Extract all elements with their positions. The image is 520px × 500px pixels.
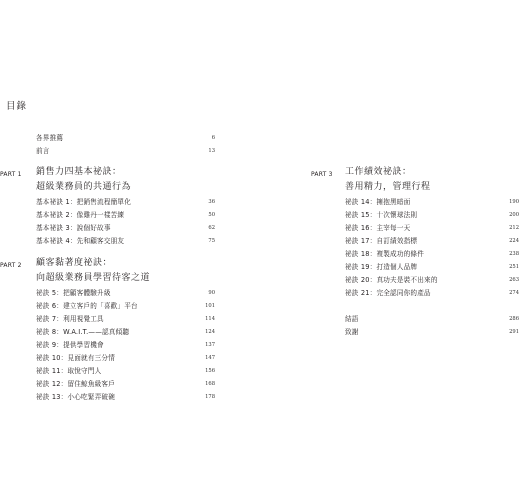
toc-entry-page: 200 — [509, 212, 519, 218]
toc-entry[interactable] — [311, 248, 519, 260]
toc-entry-title: 前言 — [36, 147, 50, 155]
toc-entry[interactable] — [0, 235, 215, 247]
toc-entry-title: 祕訣 6：建立客戶的「喜歡」平台 — [36, 302, 138, 310]
toc-entry-title: 祕訣 13：小心吃緊弄破碗 — [36, 393, 116, 401]
toc-entry-page: 147 — [205, 355, 215, 361]
toc-entry-page: 13 — [208, 148, 215, 154]
part-title-line: 工作績效祕訣： — [345, 167, 412, 177]
toc-entry-page: 212 — [509, 225, 519, 231]
toc-entry-title: 祕訣 12：留住鯨魚級客戶 — [36, 380, 116, 388]
toc-entry-page: 75 — [208, 238, 215, 244]
toc-entry-page: 6 — [211, 135, 215, 141]
part-title-line: 向超級業務員學習待客之道 — [36, 273, 151, 283]
toc-entry[interactable] — [0, 209, 215, 221]
toc-entry[interactable] — [0, 352, 215, 364]
part-label: PART 2 — [0, 262, 22, 269]
part-label: PART 1 — [0, 171, 22, 178]
toc-entry[interactable] — [311, 222, 519, 234]
toc-entry-page: 190 — [509, 199, 519, 205]
toc-entry[interactable] — [311, 235, 519, 247]
toc-entry-title: 祕訣 19：打造個人品牌 — [345, 263, 418, 271]
toc-entry[interactable] — [311, 287, 519, 299]
toc-entry-title: 祕訣 9：提供學習機會 — [36, 341, 104, 349]
toc-entry[interactable] — [0, 339, 215, 351]
toc-entry-page: 238 — [509, 251, 519, 257]
toc-entry-title: 祕訣 7：利用視覺工具 — [36, 315, 104, 323]
toc-entry-title: 祕訣 8：W.A.I.T.——認真傾聽 — [36, 328, 130, 336]
toc-entry[interactable] — [0, 365, 215, 377]
toc-entry-title: 祕訣 11：取悅守門人 — [36, 367, 102, 375]
toc-entry-title: 基本祕訣 2：像雞丹一樣苦練 — [36, 211, 125, 219]
toc-entry-title: 祕訣 14：擁抱黑暗面 — [345, 198, 411, 206]
toc-entry-page: 251 — [509, 264, 519, 270]
toc-entry-title: 基本祕訣 1：把銷售流程簡單化 — [36, 198, 132, 206]
toc-entry-title: 祕訣 10：見面就有三分情 — [36, 354, 116, 362]
toc-entry[interactable] — [0, 300, 215, 312]
toc-entry[interactable] — [311, 274, 519, 286]
toc-entry[interactable] — [311, 261, 519, 273]
toc-entry-page: 36 — [208, 199, 215, 205]
toc-entry[interactable] — [0, 313, 215, 325]
toc-entry-page: 263 — [509, 277, 519, 283]
toc-entry-title: 祕訣 16：主宰每一天 — [345, 224, 411, 232]
toc-entry[interactable] — [0, 378, 215, 390]
toc-entry-title: 祕訣 15：十次懷球法則 — [345, 211, 418, 219]
toc-entry[interactable] — [0, 196, 215, 208]
toc-entry-page: 224 — [509, 238, 519, 244]
toc-entry-back-2[interactable] — [311, 326, 519, 338]
toc-entry-page: 291 — [509, 329, 519, 335]
toc-entry-page: 137 — [205, 342, 215, 348]
toc-entry-back-1[interactable] — [311, 313, 519, 325]
toc-entry[interactable] — [0, 222, 215, 234]
toc-entry-title: 祕訣 18：複製成功的條件 — [345, 250, 425, 258]
part-title-line: 超級業務員的共通行為 — [36, 182, 132, 192]
toc-entry-title: 結語 — [345, 315, 359, 323]
toc-entry-page: 90 — [208, 290, 215, 296]
toc-entry-page: 50 — [208, 212, 215, 218]
toc-entry-page: 124 — [205, 329, 215, 335]
toc-entry[interactable] — [0, 391, 215, 403]
toc-entry-page: 178 — [205, 394, 215, 400]
toc-entry-page: 168 — [205, 381, 215, 387]
part-title — [36, 256, 150, 286]
toc-entry-title: 致謝 — [345, 328, 359, 336]
toc-entry-page: 101 — [205, 303, 215, 309]
toc-entry-page: 286 — [509, 316, 519, 322]
toc-entry-title: 祕訣 21：完全認同你的產品 — [345, 289, 431, 297]
part-title — [345, 165, 431, 195]
toc-entry-page: 114 — [205, 316, 215, 322]
part-title-line: 顧客黏著度祕訣： — [36, 258, 113, 268]
page-title: 目錄 — [6, 101, 28, 112]
part-title — [36, 165, 131, 195]
toc-entry[interactable] — [311, 209, 519, 221]
toc-entry-title: 祕訣 20：真功夫是裝不出來的 — [345, 276, 438, 284]
toc-entry-title: 基本祕訣 3：說個好故事 — [36, 224, 111, 232]
toc-entry-front-1[interactable] — [0, 132, 215, 144]
part-label: PART 3 — [311, 171, 333, 178]
part-title-line: 善用精力，管理行程 — [345, 182, 431, 192]
toc-entry-title: 基本祕訣 4：先和顧客交朋友 — [36, 237, 125, 245]
toc-entry-page: 62 — [208, 225, 215, 231]
toc-entry-front-2[interactable] — [0, 145, 215, 157]
toc-entry-title: 祕訣 17：自訂績效指標 — [345, 237, 418, 245]
toc-entry[interactable] — [311, 196, 519, 208]
toc-entry-page: 156 — [205, 368, 215, 374]
toc-entry[interactable] — [0, 287, 215, 299]
toc-entry-title: 祕訣 5：把顧客體驗升級 — [36, 289, 111, 297]
toc-entry-page: 274 — [509, 290, 519, 296]
toc-entry[interactable] — [0, 326, 215, 338]
part-title-line: 銷售力四基本祕訣： — [36, 167, 122, 177]
toc-entry-title: 各界推薦 — [36, 134, 64, 142]
